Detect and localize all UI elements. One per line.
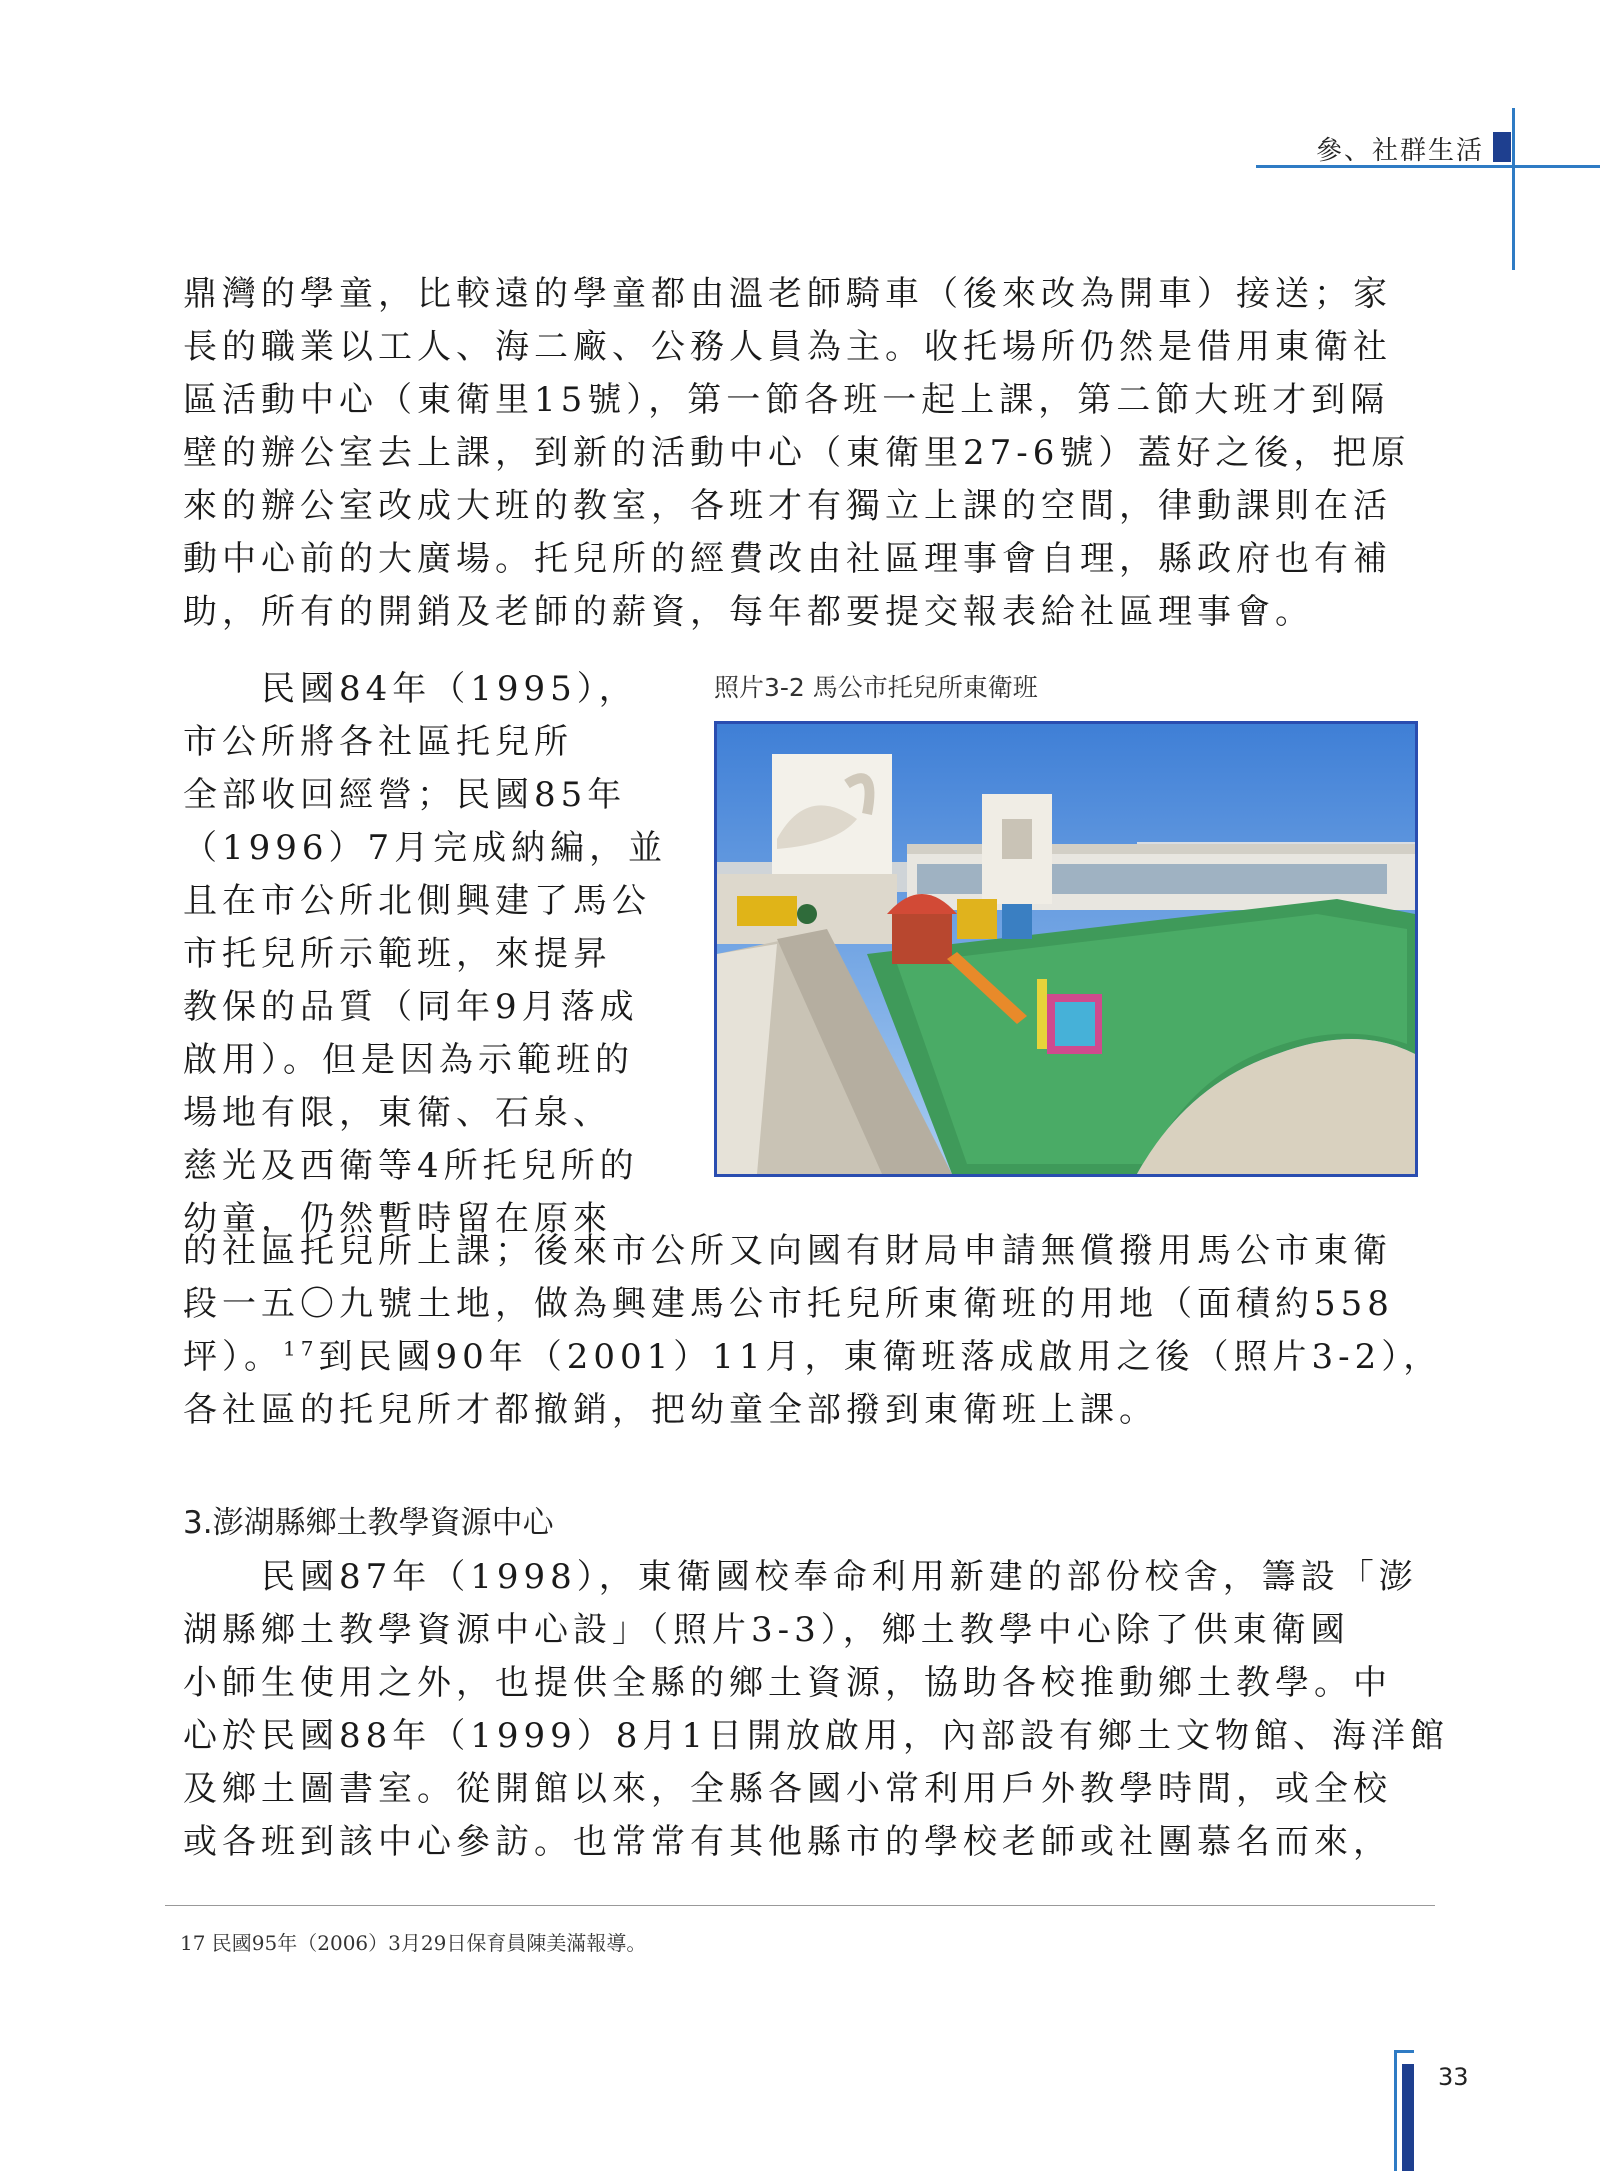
paragraph-1 [183, 268, 1419, 639]
text-line: 民國84年（1995）， [183, 669, 638, 709]
text-line: 且在市公所北側興建了馬公 [183, 881, 651, 921]
text-line: 各社區的托兒所才都撤銷，把幼童全部撥到東衛班上課。 [183, 1390, 1158, 1430]
text-line: 全部收回經營；民國85年 [183, 775, 627, 815]
text-line: 來的辦公室改成大班的教室，各班才有獨立上課的空間，律動課則在活 [183, 486, 1392, 526]
text-line: 的社區托兒所上課；後來市公所又向國有財局申請無償撥用馬公市東衛 [183, 1231, 1392, 1271]
page-marker-rule [1394, 2050, 1397, 2171]
header-vertical-rule [1512, 108, 1515, 270]
text-line: 湖縣鄉土教學資源中心設」（照片3-3），鄉土教學中心除了供東衛國 [183, 1610, 1350, 1650]
paragraph-3 [183, 1551, 1450, 1869]
text-line: 幼童，仍然暫時留在原來 [183, 1199, 612, 1239]
text-line: 動中心前的大廣場。托兒所的經費改由社區理事會自理，縣政府也有補 [183, 539, 1392, 579]
text-line: 場地有限，東衛、石泉、 [183, 1093, 612, 1133]
text-line: 區活動中心（東衛里15號），第一節各班一起上課，第二節大班才到隔 [183, 380, 1390, 420]
kindergarten-photo [714, 721, 1418, 1177]
text-line: 長的職業以工人、海二廠、公務人員為主。收托場所仍然是借用東衛社 [183, 327, 1392, 367]
text-line: 段一五〇九號土地，做為興建馬公市托兒所東衛班的用地（面積約558 [183, 1284, 1394, 1324]
text-line: 啟用）。但是因為示範班的 [183, 1040, 634, 1080]
text-line: 或各班到該中心參訪。也常常有其他縣市的學校老師或社團慕名而來， [183, 1822, 1392, 1862]
text-line: 壁的辦公室去上課，到新的活動中心（東衛里27-6號）蓋好之後，把原 [183, 433, 1411, 473]
page-marker-block [1402, 2064, 1414, 2171]
text-line: 小師生使用之外，也提供全縣的鄉土資源，協助各校推動鄉土教學。中 [183, 1663, 1392, 1703]
footnote-divider [165, 1905, 1435, 1906]
text-fragment: 坪）。 [183, 1337, 283, 1377]
text-line: 鼎灣的學童，比較遠的學童都由溫老師騎車（後來改為開車）接送；家 [183, 274, 1392, 314]
text-line: 慈光及西衛等4所托兒所的 [183, 1146, 639, 1186]
header-accent-block [1493, 132, 1511, 162]
text-line: 市托兒所示範班，來提昇 [183, 934, 612, 974]
text-fragment: 到民國90年（2001）11月，東衛班落成啟用之後（照片3-2）， [318, 1337, 1443, 1377]
text-line: 教保的品質（同年9月落成 [183, 987, 639, 1027]
text-line: 民國87年（1998），東衛國校奉命利用新建的部份校舍，籌設「澎 [183, 1557, 1418, 1597]
footnote: 17 民國95年（2006）3月29日保育員陳美滿報導。 [180, 1931, 647, 1955]
paragraph-2-continued [183, 1225, 1443, 1437]
text-line-with-footnote [183, 1331, 1443, 1384]
page-marker-tick [1394, 2050, 1414, 2053]
footnote-ref[interactable]: 17 [283, 1336, 319, 1361]
photo-illustration [717, 724, 1415, 1174]
photo-caption: 照片3-2 馬公市托兒所東衛班 [714, 673, 1038, 702]
text-line: 助，所有的開銷及老師的薪資，每年都要提交報表給社區理事會。 [183, 592, 1314, 632]
page-number: 33 [1438, 2063, 1469, 2091]
text-line: 心於民國88年（1999）8月1日開放啟用，內部設有鄉土文物館、海洋館 [183, 1716, 1450, 1756]
chapter-title: 參、社群生活 [1315, 136, 1484, 166]
section-heading: 3.澎湖縣鄉土教學資源中心 [183, 1505, 554, 1541]
text-line: 及鄉土圖書室。從開館以來，全縣各國小常利用戶外教學時間，或全校 [183, 1769, 1392, 1809]
paragraph-2-wrapped [183, 663, 668, 1246]
text-line: 市公所將各社區托兒所 [183, 722, 573, 762]
text-line: （1996）7月完成納編，並 [183, 828, 668, 868]
